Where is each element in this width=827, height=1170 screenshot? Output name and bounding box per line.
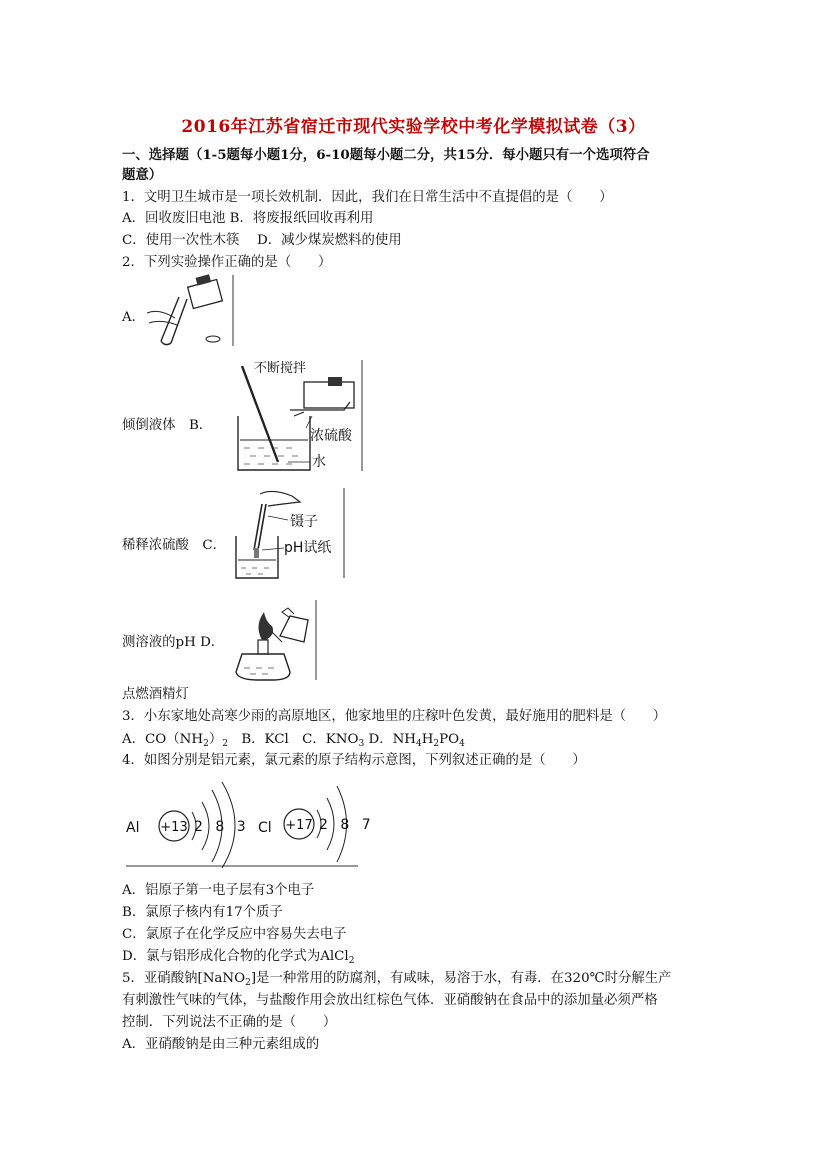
al-nucleus-charge: +13 (160, 820, 188, 835)
q3-opt-d: D．NH (364, 732, 416, 747)
q5-option-a: A．亚硝酸钠是由三种元素组成的 (122, 1037, 320, 1052)
q2-stem: 2．下列实验操作正确的是（ ） (122, 255, 332, 270)
q4-option-b: B．氯原子核内有17个质子 (122, 905, 283, 920)
q4-option-d-text: D．氯与铝形成化合物的化学式为AlCl (122, 949, 349, 964)
q3-opt-a-subscript: 2 (203, 739, 209, 749)
al-shell-electrons: 2 8 3 (194, 819, 250, 835)
q3-opt-a: A．CO（NH (122, 732, 204, 747)
q2-option-d-text: 点燃酒精灯 (122, 687, 189, 702)
q2-option-b-prefix: 倾倒液体 B． (122, 418, 213, 433)
figure-b-label-acid: 浓硫酸 (310, 428, 352, 444)
figure-ph-paper (232, 486, 349, 581)
figure-atomic-structures (122, 776, 375, 870)
q3-stem: 3．小东家地处高寒少雨的高原地区，他家地里的庄稼叶色发黄，最好施用的肥料是（ ） (122, 709, 667, 724)
q1-stem: 1．文明卫生城市是一项长效机制．因此，我们在日常生活中不直提倡的是（ ） (122, 190, 613, 205)
figure-b-label-water: 水 (312, 454, 326, 470)
q5-line1-subscript: 2 (245, 978, 251, 988)
cl-shell-electrons: 2 8 7 (319, 817, 375, 833)
q2-option-a-label: A． (122, 310, 146, 325)
page-title: 2016年江苏省宿迁市现代实验学校中考化学模拟试卷（3） (181, 117, 646, 137)
q3-opt-a-subscript2: 2 (222, 739, 228, 749)
q1-options-cd: C．使用一次性木筷 D．减少煤炭燃料的使用 (122, 233, 402, 248)
q5-line1-b: ]是一种常用的防腐剂，有咸味，易溶于水，有毒．在320℃时分解生产 (250, 971, 672, 986)
figure-alcohol-lamp (232, 598, 320, 683)
q5-line2: 有刺激性气味的气体，与盐酸作用会放出红棕色气体．亚硝酸钠在食品中的添加量必须严格 (122, 993, 658, 1008)
figure-c-label-tweezers: 镊子 (290, 514, 318, 530)
q3-opt-d-sub1: 4 (415, 739, 422, 749)
q4-option-a: A．铝原子第一电子层有3个电子 (122, 883, 315, 898)
q2-option-d-prefix: 测溶液的pH D． (122, 635, 225, 650)
q5-line1 (122, 970, 672, 992)
cl-symbol: Cl (258, 820, 272, 836)
q4-option-d-subscript: 2 (348, 956, 355, 966)
q3-options (122, 731, 465, 753)
figure-dilute-acid (232, 358, 365, 473)
q4-option-d (122, 948, 354, 970)
cl-nucleus-charge: +17 (285, 818, 313, 833)
q3-opt-d-sub3: 4 (459, 739, 465, 749)
q3-opt-d-h: H (421, 732, 434, 747)
q5-line1-a: 5．亚硝酸钠[NaNO (122, 971, 246, 986)
q5-line3: 控制．下列说法不正确的是（ ） (122, 1015, 337, 1030)
section-heading-line2: 题意） (122, 167, 163, 183)
q3-opt-bc: B．KCl C．KNO (227, 732, 359, 747)
q3-opt-a-close: ） (208, 732, 223, 747)
q3-opt-c-subscript: 3 (358, 739, 365, 749)
q2-option-c-prefix: 稀释浓硫酸 C． (122, 538, 226, 553)
q1-options-ab: A．回收废旧电池 B．将废报纸回收再利用 (122, 211, 374, 226)
q4-stem: 4．如图分别是铝元素，氯元素的原子结构示意图，下列叙述正确的是（ ） (122, 753, 586, 768)
section-heading-line1: 一、选择题（1-5题每小题1分，6-10题每小题二分，共15分．每小题只有一个选项符合 (122, 147, 650, 163)
q3-opt-d-po: PO (439, 732, 460, 747)
q4-option-c: C．氯原子在化学反应中容易失去电子 (122, 927, 347, 942)
figure-pouring-liquid (145, 273, 240, 348)
q3-opt-d-sub2: 2 (433, 739, 440, 749)
figure-b-label-stir: 不断搅拌 (254, 361, 307, 376)
figure-c-label-ph-paper: pH试纸 (284, 540, 332, 556)
al-symbol: Al (126, 820, 140, 836)
